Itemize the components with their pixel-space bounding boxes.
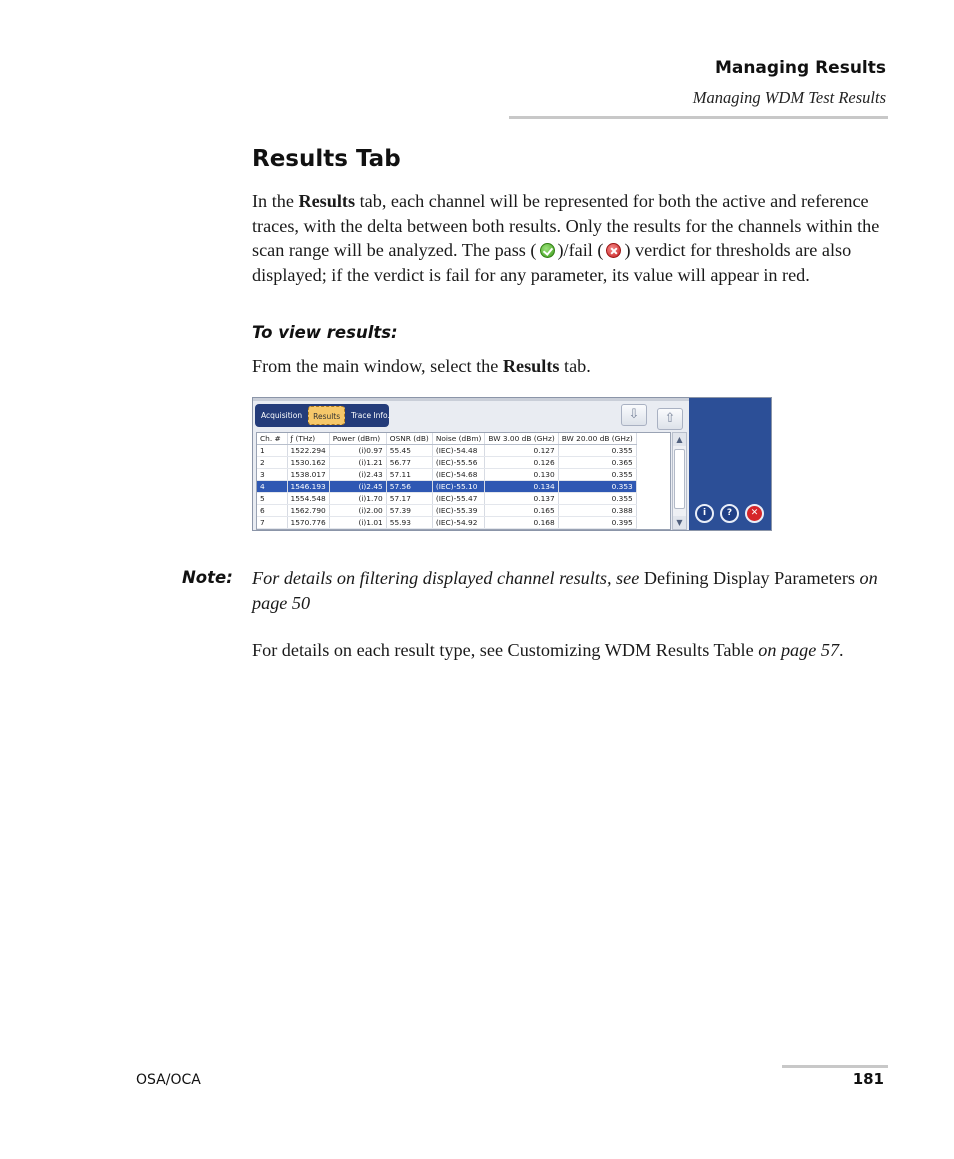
tab-results[interactable]: Results — [308, 406, 345, 425]
table-scrollbar[interactable] — [672, 432, 687, 530]
cell-noise: (IEC)-55.56 — [432, 457, 485, 469]
cell-osnr: 57.11 — [386, 469, 432, 481]
cell-power: (i)1.01 — [329, 517, 386, 529]
cell-bw20: 0.355 — [558, 469, 636, 481]
step-text-1: From the main window, select the — [252, 356, 503, 376]
scroll-up-icon[interactable]: ▲ — [673, 433, 686, 446]
intro-paragraph — [252, 189, 888, 287]
table-row[interactable] — [257, 469, 636, 481]
cell-channel: 2 — [257, 457, 287, 469]
info-icon[interactable]: i — [695, 504, 714, 523]
running-header-chapter: Managing Results — [714, 58, 886, 78]
table-row[interactable] — [257, 517, 636, 529]
cell-osnr: 57.56 — [386, 481, 432, 493]
cell-bw20: 0.395 — [558, 517, 636, 529]
scroll-thumb[interactable] — [674, 449, 685, 509]
cell-bw20: 0.365 — [558, 457, 636, 469]
cell-channel: 4 — [257, 481, 287, 493]
side-panel — [689, 398, 772, 531]
cell-power: (i)1.70 — [329, 493, 386, 505]
step-results-ref: Results — [502, 356, 560, 376]
intro-text-4: ) verdict for thresholds are also displayed; if the verdict is fail for any parameter, its value will appear in red. — [252, 240, 852, 285]
note-text-1: For details on filtering displayed channel results, see — [252, 568, 644, 588]
cell-power: (i)2.45 — [329, 481, 386, 493]
cell-bw3: 0.130 — [485, 469, 558, 481]
cell-bw3: 0.165 — [485, 505, 558, 517]
cell-bw3: 0.168 — [485, 517, 558, 529]
cell-noise: (IEC)-54.68 — [432, 469, 485, 481]
results-table-container — [256, 432, 671, 530]
cell-channel: 1 — [257, 445, 287, 457]
tab-acquisition[interactable]: Acquisition — [261, 411, 303, 420]
results-tab-ref: Results — [298, 191, 356, 211]
col-header-power[interactable]: Power (dBm) — [329, 433, 386, 445]
cell-noise: (IEC)-55.10 — [432, 481, 485, 493]
cell-channel: 5 — [257, 493, 287, 505]
para2-text-1: For details on each result type, see Customizing WDM Results Table — [252, 640, 759, 660]
cell-frequency: 1562.790 — [287, 505, 329, 517]
table-row-selected[interactable] — [257, 481, 636, 493]
intro-text-1: In the — [252, 191, 299, 211]
cell-osnr: 57.17 — [386, 493, 432, 505]
cell-bw20: 0.355 — [558, 493, 636, 505]
note-text-2: on page 50 — [252, 568, 878, 613]
col-header-frequency[interactable]: ƒ (THz) — [287, 433, 329, 445]
cell-noise: (IEC)-55.47 — [432, 493, 485, 505]
cell-noise: (IEC)-55.39 — [432, 505, 485, 517]
cell-bw3: 0.126 — [485, 457, 558, 469]
col-header-osnr[interactable]: OSNR (dB) — [386, 433, 432, 445]
table-row[interactable] — [257, 445, 636, 457]
close-icon[interactable]: ✕ — [745, 504, 764, 523]
fail-x-icon — [606, 243, 621, 258]
cell-channel: 3 — [257, 469, 287, 481]
table-row[interactable] — [257, 493, 636, 505]
cell-frequency: 1570.776 — [287, 517, 329, 529]
cell-bw20: 0.388 — [558, 505, 636, 517]
header-rule — [509, 116, 888, 119]
cell-noise: (IEC)-54.92 — [432, 517, 485, 529]
cell-power: (i)1.21 — [329, 457, 386, 469]
cell-power: (i)0.97 — [329, 445, 386, 457]
results-screenshot — [252, 397, 772, 531]
note-label: Note: — [182, 568, 233, 587]
page-number: 181 — [852, 1070, 884, 1088]
cell-power: (i)2.43 — [329, 469, 386, 481]
procedure-title: To view results: — [252, 323, 398, 342]
tab-bar — [255, 404, 389, 427]
cell-bw3: 0.137 — [485, 493, 558, 505]
note-paragraph — [252, 566, 888, 615]
running-header-section: Managing WDM Test Results — [692, 88, 886, 107]
para2-page-ref[interactable]: on page 57 — [758, 640, 840, 660]
col-header-bw20[interactable]: BW 20.00 dB (GHz) — [558, 433, 636, 445]
help-icon[interactable]: ? — [720, 504, 739, 523]
tab-trace-info[interactable]: Trace Info. — [351, 411, 390, 420]
footer-rule — [782, 1065, 888, 1068]
para2-text-3: . — [839, 640, 844, 660]
cell-frequency: 1522.294 — [287, 445, 329, 457]
cell-osnr: 57.39 — [386, 505, 432, 517]
intro-text-3: )/fail ( — [557, 240, 604, 261]
col-header-noise[interactable]: Noise (dBm) — [432, 433, 485, 445]
cell-bw20: 0.355 — [558, 445, 636, 457]
scroll-down-icon[interactable]: ▼ — [673, 516, 686, 529]
cell-osnr: 55.93 — [386, 517, 432, 529]
cell-power: (i)2.00 — [329, 505, 386, 517]
results-type-paragraph — [252, 638, 888, 663]
cell-bw3: 0.134 — [485, 481, 558, 493]
arrow-down-icon[interactable]: ⇩ — [621, 404, 647, 426]
cell-osnr: 56.77 — [386, 457, 432, 469]
step-text-2: tab. — [559, 356, 591, 376]
col-header-bw3[interactable]: BW 3.00 dB (GHz) — [485, 433, 558, 445]
cell-frequency: 1538.017 — [287, 469, 329, 481]
table-row[interactable] — [257, 505, 636, 517]
intro-text-2: tab, each channel will be represented for both the active and reference traces, with the delta between both results. Only the results for the channels within the scan range will be analyzed. The pass ( — [252, 191, 880, 261]
cell-channel: 6 — [257, 505, 287, 517]
col-header-channel[interactable]: Ch. # — [257, 433, 287, 445]
results-table — [257, 433, 637, 529]
footer-product: OSA/OCA — [136, 1072, 201, 1088]
cell-noise: (IEC)-54.48 — [432, 445, 485, 457]
table-header-row — [257, 433, 636, 445]
pass-check-icon — [540, 243, 555, 258]
table-row[interactable] — [257, 457, 636, 469]
cell-frequency: 1530.162 — [287, 457, 329, 469]
cell-frequency: 1554.548 — [287, 493, 329, 505]
arrow-up-icon[interactable]: ⇧ — [657, 408, 683, 430]
cell-bw20: 0.353 — [558, 481, 636, 493]
section-title: Results Tab — [252, 146, 401, 172]
note-link-defining-display-parameters[interactable]: Defining Display Parameters — [643, 568, 855, 588]
cell-osnr: 55.45 — [386, 445, 432, 457]
cell-frequency: 1546.193 — [287, 481, 329, 493]
cell-bw3: 0.127 — [485, 445, 558, 457]
procedure-step — [252, 354, 888, 379]
screenshot-top-strip — [253, 398, 689, 401]
cell-channel: 7 — [257, 517, 287, 529]
